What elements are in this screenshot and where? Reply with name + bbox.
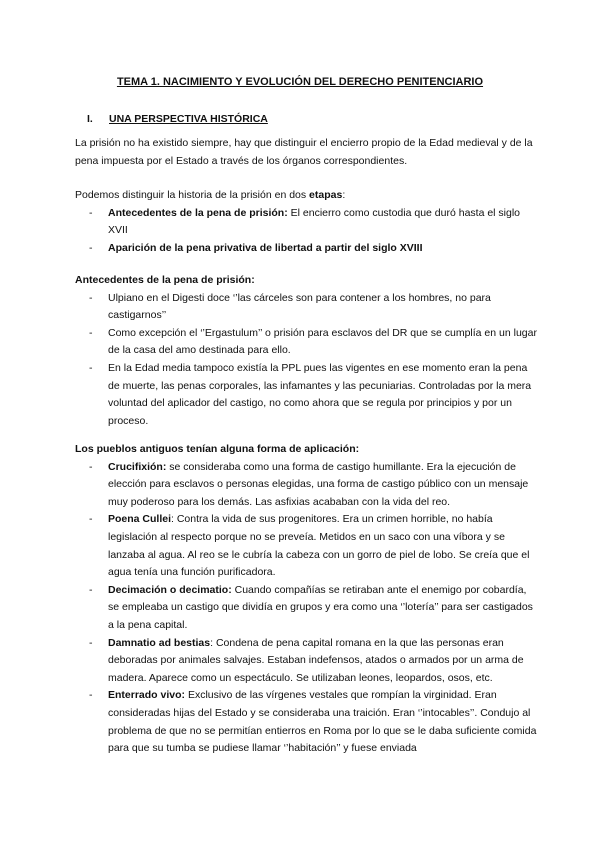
list-item: - Enterrado vivo: Exclusivo de las vírgenes vestales que rompían la virginidad. Eran consideradas hijas del Estado y se consideraba una traición. Eran ‘’intocables’’. Condujo al problema de que no se permitían entierros en Roma por lo que se le daba suficiente comida para que su tumba se pudiese llamar ‘’habitación’’ y fuese enviada <box>89 689 537 755</box>
etapas-list <box>75 205 537 258</box>
pueblos-list <box>75 459 537 758</box>
item-text: se consideraba como una forma de castigo humillante. Era la ejecución de elección para esclavos o personas elegidas, una forma de castigo público con un mensaje muy poderoso para los demás. Las asfixias acababan con la vida del reo. <box>108 460 529 508</box>
list-item: - Crucifixión: se consideraba como una forma de castigo humillante. Era la ejecución de elección para esclavos o personas elegidas, una forma de castigo público con un mensaje muy poderoso para los demás. Las asfixias acababan con la vida del reo. <box>89 460 529 508</box>
section-number: I. <box>87 113 93 125</box>
list-item: - Damnatio ad bestias: Condena de pena capital romana en la que las personas eran deboradas por animales salvajes. Estaban indefensos, atados o armados por un arma de madera. Aparece como un espectáculo. Se utilizaban leones, leopardos, osos, etc. <box>89 636 524 684</box>
list-item: - Decimación o decimatio: Cuando compañías se retiraban ante el enemigo por cobardía, se empleaba un castigo que dividía en grupos y era como una ‘’lotería’’ para ser castigados a la pena capital. <box>89 583 533 631</box>
pueblos-heading <box>75 441 537 459</box>
item-text: Ulpiano en el Digesti doce ‘’las cárceles son para contener a los hombres, no para castigarnos’’ <box>108 291 491 322</box>
item-bold: Decimación o decimatio: <box>108 583 232 596</box>
item-bold: Crucifixión: <box>108 460 167 473</box>
etapas-lead-text: Podemos distinguir la historia de la prisión en dos <box>75 189 310 201</box>
antecedentes-block <box>75 272 537 430</box>
antecedentes-heading-text: Antecedentes de la pena de prisión: <box>75 274 255 286</box>
etapas-lead <box>75 187 537 205</box>
list-item: - Ulpiano en el Digesti doce ‘’las cárceles son para contener a los hombres, no para castigarnos’’ <box>89 291 491 322</box>
section-title: UNA PERSPECTIVA HISTÓRICA <box>109 113 268 125</box>
item-text: : Contra la vida de sus progenitores. Era un crimen horrible, no había legislación al respecto porque no se preveía. Metidos en un saco con una víbora y se lanzaba al agua. Al reo se le cubría la cabeza con un gorro de piel de lobo. Se creía que el agua tenía una función purificadora. <box>108 513 530 579</box>
section-heading <box>87 111 268 129</box>
item-text: Exclusivo de las vírgenes vestales que rompían la virginidad. Eran consideradas hijas del Estado y se consideraba una traición. Eran ‘’intocables’’. Condujo al problema de que no se permitían entierros en Roma por lo que se le daba suficiente comida para que su tumba se pudiese llamar ‘’habitación’’ y fuese enviada <box>108 689 537 755</box>
list-item: - En la Edad media tampoco existía la PPL pues las vigentes en ese momento eran la pena de muerte, las penas corporales, las infamantes y las pecuniarias. Controladas por la mera voluntad del aplicador del castigo, no como ahora que se regula por principios y por un proceso. <box>89 361 532 427</box>
etapas-lead-colon: : <box>342 189 346 201</box>
antecedentes-heading <box>75 272 537 290</box>
item-text: : Condena de pena capital romana en la que las personas eran deboradas por animales salvajes. Estaban indefensos, atados o armados por un arma de madera. Aparece como un espectáculo. Se utilizaban leones, leopardos, osos, etc. <box>108 636 524 684</box>
item-text: Como excepción el ‘’Ergastulum’’ o prisión para esclavos del DR que se cumplía en un lugar de la casa del amo destinada para ello. <box>108 326 537 357</box>
item-text: El encierro como custodia que duró hasta el siglo XVII <box>108 206 521 237</box>
item-text: Cuando compañías se retiraban ante el enemigo por cobardía, se empleaba un castigo que dividía en grupos y era como una ‘’lotería’’ para ser castigados a la pena capital. <box>108 583 533 631</box>
list-item: - Poena Cullei: Contra la vida de sus progenitores. Era un crimen horrible, no había legislación al respecto porque no se preveía. Metidos en un saco con una víbora y se lanzaba al agua. Al reo se le cubría la cabeza con un gorro de piel de lobo. Se creía que el agua tenía una función purificadora. <box>89 513 530 579</box>
antecedentes-list <box>75 290 537 431</box>
pueblos-block <box>75 441 537 758</box>
item-bold: Aparición de la pena privativa de libertad a partir del siglo XVIII <box>108 241 423 254</box>
etapas-lead-bold: etapas <box>309 189 343 201</box>
etapas-block <box>75 187 537 257</box>
list-item: - Antecedentes de la pena de prisión: El encierro como custodia que duró hasta el siglo XVII <box>89 206 521 237</box>
document-title: TEMA 1. NACIMIENTO Y EVOLUCIÓN DEL DERECHO PENITENCIARIO <box>116 76 484 88</box>
list-item: - Como excepción el ‘’Ergastulum’’ o prisión para esclavos del DR que se cumplía en un lugar de la casa del amo destinada para ello. <box>89 326 537 357</box>
item-bold: Enterrado vivo: <box>108 689 186 702</box>
item-bold: Damnatio ad bestias <box>108 636 211 649</box>
intro-paragraph: La prisión no ha existido siempre, hay que distinguir el encierro propio de la Edad medieval y de la pena impuesta por el Estado a través de los órganos correspondientes. <box>75 137 533 167</box>
item-bold: Poena Cullei <box>108 513 172 526</box>
item-text: En la Edad media tampoco existía la PPL pues las vigentes en ese momento eran la pena de muerte, las penas corporales, las infamantes y las pecuniarias. Controladas por la mera voluntad del aplicador del castigo, no como ahora que se regula por principios y por un proceso. <box>108 361 532 427</box>
item-bold: Antecedentes de la pena de prisión: <box>108 206 288 219</box>
list-item: - Aparición de la pena privativa de libertad a partir del siglo XVIII <box>89 241 423 254</box>
pueblos-heading-text: Los pueblos antiguos tenían alguna forma de aplicación: <box>75 443 360 455</box>
